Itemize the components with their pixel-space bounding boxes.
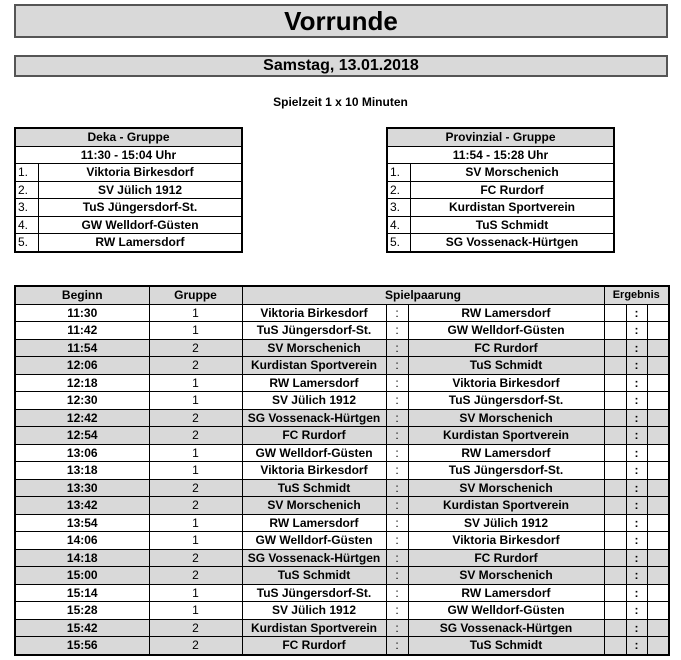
away-score-cell: [647, 462, 669, 480]
group-team-row: [15, 199, 242, 217]
home-team: TuS Schmidt: [242, 479, 386, 497]
team-rank: 4.: [387, 216, 411, 234]
home-team: GW Welldorf-Güsten: [242, 532, 386, 550]
table-row: [15, 357, 669, 375]
pairing-separator: :: [386, 479, 408, 497]
away-score-cell: [647, 322, 669, 340]
match-group: 2: [149, 339, 242, 357]
match-group: 1: [149, 532, 242, 550]
home-team: SV Jülich 1912: [242, 392, 386, 410]
table-row: [15, 409, 669, 427]
match-time: 13:18: [15, 462, 149, 480]
schedule-body: [15, 304, 669, 655]
table-row: [15, 602, 669, 620]
pairing-separator: :: [386, 339, 408, 357]
team-name: GW Welldorf-Güsten: [39, 216, 243, 234]
table-row: [15, 322, 669, 340]
group-time: 11:54 - 15:28 Uhr: [387, 146, 614, 164]
group-name: Deka - Gruppe: [15, 128, 242, 146]
team-name: SG Vossenack-Hürtgen: [411, 234, 615, 252]
match-group: 1: [149, 374, 242, 392]
home-score-cell: [604, 374, 626, 392]
home-team: SV Jülich 1912: [242, 602, 386, 620]
pairing-separator: :: [386, 549, 408, 567]
group-team-row: [15, 181, 242, 199]
home-team: TuS Schmidt: [242, 567, 386, 585]
home-score-cell: [604, 339, 626, 357]
team-name: FC Rurdorf: [411, 181, 615, 199]
score-separator: :: [626, 637, 647, 655]
score-separator: :: [626, 392, 647, 410]
match-time: 12:42: [15, 409, 149, 427]
table-row: [15, 619, 669, 637]
group-team-row: [15, 234, 242, 252]
match-group: 1: [149, 322, 242, 340]
match-time: 15:14: [15, 584, 149, 602]
match-group: 2: [149, 497, 242, 515]
team-rank: 1.: [15, 164, 39, 182]
match-time: 12:18: [15, 374, 149, 392]
home-score-cell: [604, 322, 626, 340]
home-score-cell: [604, 304, 626, 322]
team-name: TuS Schmidt: [411, 216, 615, 234]
away-score-cell: [647, 497, 669, 515]
away-team: SV Morschenich: [408, 479, 604, 497]
home-team: TuS Jüngersdorf-St.: [242, 584, 386, 602]
match-time: 15:42: [15, 619, 149, 637]
pairing-separator: :: [386, 322, 408, 340]
pairing-separator: :: [386, 567, 408, 585]
home-score-cell: [604, 427, 626, 445]
team-name: SV Jülich 1912: [39, 181, 243, 199]
home-team: RW Lamersdorf: [242, 374, 386, 392]
score-separator: :: [626, 549, 647, 567]
column-header-beginn: Beginn: [15, 286, 149, 304]
home-team: SG Vossenack-Hürtgen: [242, 409, 386, 427]
group-table-provinzial: [386, 127, 615, 253]
group-team-row: [387, 234, 614, 252]
score-separator: :: [626, 374, 647, 392]
away-team: Kurdistan Sportverein: [408, 427, 604, 445]
home-score-cell: [604, 409, 626, 427]
table-row: [15, 567, 669, 585]
column-header-spielpaarung: Spielpaarung: [242, 286, 604, 304]
away-team: SV Jülich 1912: [408, 514, 604, 532]
away-team: TuS Jüngersdorf-St.: [408, 462, 604, 480]
away-team: TuS Jüngersdorf-St.: [408, 392, 604, 410]
table-row: [15, 304, 669, 322]
score-separator: :: [626, 567, 647, 585]
team-rank: 3.: [387, 199, 411, 217]
match-group: 2: [149, 567, 242, 585]
away-team: Viktoria Birkesdorf: [408, 532, 604, 550]
score-separator: :: [626, 497, 647, 515]
group-team-row: [15, 164, 242, 182]
team-rank: 5.: [15, 234, 39, 252]
match-group: 1: [149, 392, 242, 410]
home-score-cell: [604, 392, 626, 410]
score-separator: :: [626, 479, 647, 497]
away-score-cell: [647, 444, 669, 462]
page-title: Vorrunde: [14, 4, 668, 38]
away-team: GW Welldorf-Güsten: [408, 602, 604, 620]
home-team: GW Welldorf-Güsten: [242, 444, 386, 462]
home-score-cell: [604, 584, 626, 602]
team-rank: 5.: [387, 234, 411, 252]
table-row: [15, 584, 669, 602]
match-group: 2: [149, 357, 242, 375]
away-score-cell: [647, 514, 669, 532]
match-time: 13:06: [15, 444, 149, 462]
pairing-separator: :: [386, 357, 408, 375]
home-team: SG Vossenack-Hürtgen: [242, 549, 386, 567]
date-banner: Samstag, 13.01.2018: [14, 55, 668, 77]
pairing-separator: :: [386, 374, 408, 392]
score-separator: :: [626, 357, 647, 375]
home-team: Viktoria Birkesdorf: [242, 304, 386, 322]
match-time: 13:30: [15, 479, 149, 497]
away-score-cell: [647, 619, 669, 637]
match-time: 14:18: [15, 549, 149, 567]
group-table-deka: [14, 127, 243, 253]
away-score-cell: [647, 374, 669, 392]
table-row: [15, 462, 669, 480]
away-team: FC Rurdorf: [408, 549, 604, 567]
match-time: 15:28: [15, 602, 149, 620]
match-time: 11:30: [15, 304, 149, 322]
home-score-cell: [604, 619, 626, 637]
table-row: [15, 497, 669, 515]
team-name: Viktoria Birkesdorf: [39, 164, 243, 182]
match-group: 2: [149, 409, 242, 427]
team-name: SV Morschenich: [411, 164, 615, 182]
match-schedule-table: [14, 285, 670, 656]
home-score-cell: [604, 479, 626, 497]
away-score-cell: [647, 392, 669, 410]
away-score-cell: [647, 409, 669, 427]
score-separator: :: [626, 619, 647, 637]
pairing-separator: :: [386, 514, 408, 532]
group-team-row: [387, 199, 614, 217]
group-team-row: [387, 216, 614, 234]
away-score-cell: [647, 637, 669, 655]
column-header-ergebnis: Ergebnis: [604, 286, 669, 304]
group-team-row: [387, 164, 614, 182]
away-score-cell: [647, 427, 669, 445]
team-name: TuS Jüngersdorf-St.: [39, 199, 243, 217]
group-name: Provinzial - Gruppe: [387, 128, 614, 146]
away-team: FC Rurdorf: [408, 339, 604, 357]
match-group: 2: [149, 619, 242, 637]
pairing-separator: :: [386, 427, 408, 445]
home-team: Kurdistan Sportverein: [242, 357, 386, 375]
table-row: [15, 637, 669, 655]
score-separator: :: [626, 462, 647, 480]
match-group: 2: [149, 479, 242, 497]
away-team: RW Lamersdorf: [408, 304, 604, 322]
team-rank: 3.: [15, 199, 39, 217]
score-separator: :: [626, 514, 647, 532]
score-separator: :: [626, 322, 647, 340]
home-score-cell: [604, 602, 626, 620]
away-score-cell: [647, 532, 669, 550]
table-row: [15, 532, 669, 550]
table-row: [15, 444, 669, 462]
away-team: SG Vossenack-Hürtgen: [408, 619, 604, 637]
column-header-gruppe: Gruppe: [149, 286, 242, 304]
pairing-separator: :: [386, 584, 408, 602]
match-time: 11:54: [15, 339, 149, 357]
match-time: 12:06: [15, 357, 149, 375]
away-score-cell: [647, 357, 669, 375]
pairing-separator: :: [386, 304, 408, 322]
group-team-row: [15, 216, 242, 234]
match-duration-note: Spielzeit 1 x 10 Minuten: [273, 95, 408, 109]
home-team: SV Morschenich: [242, 339, 386, 357]
group-team-row: [387, 181, 614, 199]
match-group: 1: [149, 602, 242, 620]
table-row: [15, 427, 669, 445]
team-rank: 4.: [15, 216, 39, 234]
home-team: RW Lamersdorf: [242, 514, 386, 532]
match-group: 2: [149, 637, 242, 655]
away-score-cell: [647, 549, 669, 567]
home-score-cell: [604, 637, 626, 655]
pairing-separator: :: [386, 409, 408, 427]
away-score-cell: [647, 304, 669, 322]
match-time: 15:00: [15, 567, 149, 585]
pairing-separator: :: [386, 637, 408, 655]
home-score-cell: [604, 444, 626, 462]
table-row: [15, 479, 669, 497]
home-team: TuS Jüngersdorf-St.: [242, 322, 386, 340]
pairing-separator: :: [386, 444, 408, 462]
home-score-cell: [604, 532, 626, 550]
table-row: [15, 374, 669, 392]
score-separator: :: [626, 584, 647, 602]
pairing-separator: :: [386, 619, 408, 637]
pairing-separator: :: [386, 392, 408, 410]
score-separator: :: [626, 602, 647, 620]
match-time: 11:42: [15, 322, 149, 340]
home-team: SV Morschenich: [242, 497, 386, 515]
match-time: 12:54: [15, 427, 149, 445]
away-team: TuS Schmidt: [408, 357, 604, 375]
match-group: 2: [149, 549, 242, 567]
score-separator: :: [626, 304, 647, 322]
score-separator: :: [626, 444, 647, 462]
away-team: Viktoria Birkesdorf: [408, 374, 604, 392]
away-team: SV Morschenich: [408, 409, 604, 427]
away-score-cell: [647, 602, 669, 620]
away-score-cell: [647, 479, 669, 497]
match-group: 1: [149, 304, 242, 322]
team-name: RW Lamersdorf: [39, 234, 243, 252]
home-team: Viktoria Birkesdorf: [242, 462, 386, 480]
match-time: 12:30: [15, 392, 149, 410]
match-group: 1: [149, 514, 242, 532]
pairing-separator: :: [386, 497, 408, 515]
match-group: 2: [149, 427, 242, 445]
home-team: FC Rurdorf: [242, 427, 386, 445]
home-team: FC Rurdorf: [242, 637, 386, 655]
match-group: 1: [149, 444, 242, 462]
team-rank: 1.: [387, 164, 411, 182]
score-separator: :: [626, 409, 647, 427]
home-score-cell: [604, 567, 626, 585]
team-name: Kurdistan Sportverein: [411, 199, 615, 217]
score-separator: :: [626, 532, 647, 550]
match-time: 13:54: [15, 514, 149, 532]
team-rank: 2.: [15, 181, 39, 199]
table-row: [15, 514, 669, 532]
score-separator: :: [626, 339, 647, 357]
away-score-cell: [647, 339, 669, 357]
away-team: SV Morschenich: [408, 567, 604, 585]
match-time: 15:56: [15, 637, 149, 655]
pairing-separator: :: [386, 602, 408, 620]
away-team: GW Welldorf-Güsten: [408, 322, 604, 340]
away-team: Kurdistan Sportverein: [408, 497, 604, 515]
pairing-separator: :: [386, 532, 408, 550]
table-row: [15, 392, 669, 410]
score-separator: :: [626, 427, 647, 445]
match-time: 13:42: [15, 497, 149, 515]
group-time: 11:30 - 15:04 Uhr: [15, 146, 242, 164]
match-group: 1: [149, 462, 242, 480]
home-score-cell: [604, 497, 626, 515]
home-score-cell: [604, 357, 626, 375]
table-row: [15, 549, 669, 567]
home-score-cell: [604, 462, 626, 480]
match-time: 14:06: [15, 532, 149, 550]
table-row: [15, 339, 669, 357]
home-score-cell: [604, 514, 626, 532]
pairing-separator: :: [386, 462, 408, 480]
away-score-cell: [647, 567, 669, 585]
match-group: 1: [149, 584, 242, 602]
away-team: RW Lamersdorf: [408, 584, 604, 602]
team-rank: 2.: [387, 181, 411, 199]
home-team: Kurdistan Sportverein: [242, 619, 386, 637]
away-score-cell: [647, 584, 669, 602]
away-team: RW Lamersdorf: [408, 444, 604, 462]
home-score-cell: [604, 549, 626, 567]
away-team: TuS Schmidt: [408, 637, 604, 655]
